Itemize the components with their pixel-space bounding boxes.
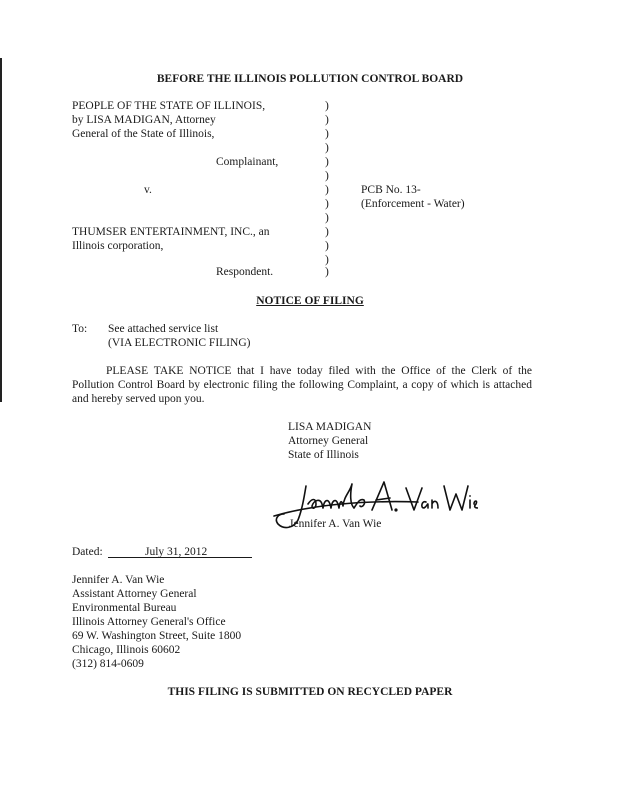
- contact-line-2: Assistant Attorney General: [72, 588, 197, 600]
- case-type: (Enforcement - Water): [361, 198, 465, 210]
- scan-edge-mark: [0, 58, 2, 402]
- bracket-mark: ): [325, 128, 329, 140]
- bracket-mark: ): [325, 198, 329, 210]
- to-label: To:: [72, 323, 88, 335]
- bracket-mark: ): [325, 156, 329, 168]
- plaintiff-line-3: General of the State of Illinois,: [72, 128, 215, 140]
- board-title: BEFORE THE ILLINOIS POLLUTION CONTROL BOARD: [156, 73, 464, 85]
- plaintiff-line-2: by LISA MADIGAN, Attorney: [72, 114, 216, 126]
- respondent-label: Respondent.: [216, 266, 274, 278]
- contact-line-5: 69 W. Washington Street, Suite 1800: [72, 630, 242, 642]
- signer-name: Jennifer A. Van Wie: [289, 518, 382, 530]
- bracket-mark: ): [325, 212, 329, 224]
- notice-title: NOTICE OF FILING: [256, 295, 364, 307]
- signature-line-1: LISA MADIGAN: [288, 421, 372, 433]
- plaintiff-line-1: PEOPLE OF THE STATE OF ILLINOIS,: [72, 100, 266, 112]
- contact-line-1: Jennifer A. Van Wie: [72, 574, 165, 586]
- recycled-paper-footer: THIS FILING IS SUBMITTED ON RECYCLED PAPER: [167, 686, 453, 698]
- dated-value: July 31, 2012: [145, 546, 208, 558]
- bracket-mark: ): [325, 254, 329, 266]
- defendant-line-2: Illinois corporation,: [72, 240, 164, 252]
- bracket-mark: ): [325, 240, 329, 252]
- to-line-1: See attached service list: [108, 323, 219, 335]
- bracket-mark: ): [325, 184, 329, 196]
- contact-line-7: (312) 814-0609: [72, 658, 144, 670]
- contact-line-3: Environmental Bureau: [72, 602, 177, 614]
- defendant-line-1: THUMSER ENTERTAINMENT, INC., an: [72, 226, 270, 238]
- dated-label: Dated:: [72, 546, 103, 558]
- bracket-mark: ): [325, 142, 329, 154]
- bracket-mark: ): [325, 170, 329, 182]
- signature-line-2: Attorney General: [288, 435, 369, 447]
- signature-line-3: State of Illinois: [288, 449, 359, 461]
- case-number: PCB No. 13-: [361, 184, 421, 196]
- bracket-mark: ): [325, 266, 329, 278]
- contact-line-4: Illinois Attorney General's Office: [72, 616, 226, 628]
- notice-body: PLEASE TAKE NOTICE that I have today filed with the Office of the Clerk of the Pollution Control Board by electronic filing the following Complaint, a copy of which is attached and hereby served upon you.: [72, 365, 532, 405]
- versus-label: v.: [144, 184, 152, 196]
- bracket-mark: ): [325, 100, 329, 112]
- bracket-mark: ): [325, 114, 329, 126]
- to-line-2: (VIA ELECTRONIC FILING): [108, 337, 251, 349]
- bracket-mark: ): [325, 226, 329, 238]
- complainant-label: Complainant,: [216, 156, 279, 168]
- contact-line-6: Chicago, Illinois 60602: [72, 644, 181, 656]
